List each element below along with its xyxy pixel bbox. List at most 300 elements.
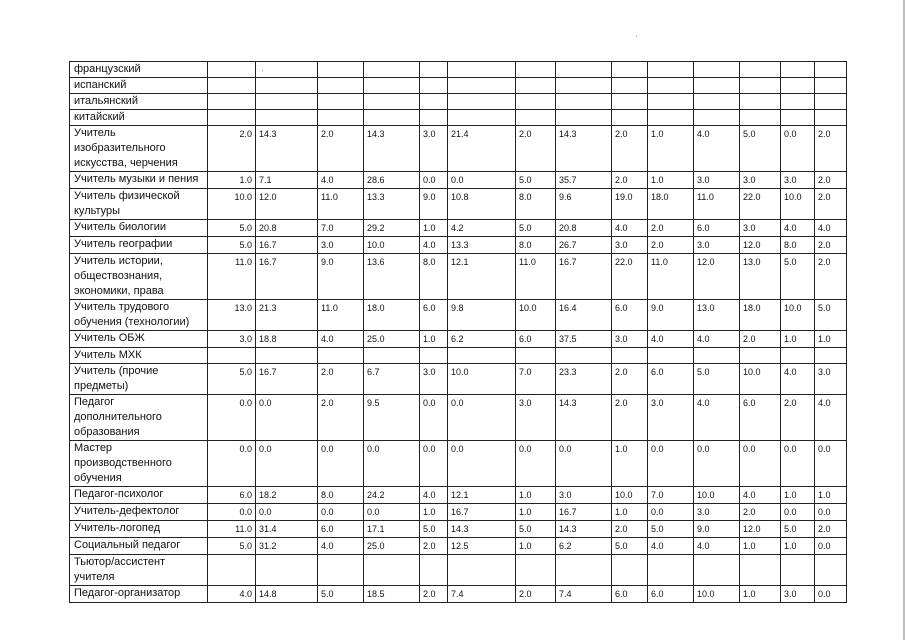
table-cell: 10.0 xyxy=(208,189,256,220)
table-cell xyxy=(781,110,815,126)
table-cell: 7.4 xyxy=(556,586,612,603)
table-cell: 4.0 xyxy=(781,364,815,395)
table-cell: 31.2 xyxy=(256,538,318,555)
table-cell: 9.5 xyxy=(364,395,420,441)
table-cell xyxy=(648,62,694,78)
table-cell: 1.0 xyxy=(612,504,648,521)
table-cell: 4.0 xyxy=(694,126,740,172)
table-cell: 8.0 xyxy=(420,254,448,300)
table-cell: 12.5 xyxy=(448,538,516,555)
table-cell xyxy=(694,94,740,110)
table-cell: 4.0 xyxy=(648,538,694,555)
table-cell: 3.0 xyxy=(420,364,448,395)
table-cell xyxy=(516,110,556,126)
table-cell: 1.0 xyxy=(781,487,815,504)
table-cell: 9.0 xyxy=(694,521,740,538)
table-row xyxy=(70,538,847,555)
table-cell: 12.0 xyxy=(694,254,740,300)
table-cell: 11.0 xyxy=(318,189,364,220)
table-cell: 2.0 xyxy=(612,172,648,189)
table-cell: 6.7 xyxy=(364,364,420,395)
table-cell: 10.0 xyxy=(694,487,740,504)
table-cell xyxy=(781,78,815,94)
table-cell: 18.5 xyxy=(364,586,420,603)
table-cell: 4.0 xyxy=(420,487,448,504)
table-cell: 0.0 xyxy=(815,441,847,487)
table-row xyxy=(70,254,847,300)
table-cell: 12.1 xyxy=(448,254,516,300)
table-cell: 31.4 xyxy=(256,521,318,538)
table-cell: 5.0 xyxy=(208,237,256,254)
table-row xyxy=(70,364,847,395)
table-cell xyxy=(815,78,847,94)
table-cell: 6.0 xyxy=(208,487,256,504)
table-cell: 10.8 xyxy=(448,189,516,220)
table-cell: 3.0 xyxy=(420,126,448,172)
table-cell: 2.0 xyxy=(612,395,648,441)
table-cell: 6.0 xyxy=(612,300,648,331)
table-row xyxy=(70,220,847,237)
table-cell: 5.0 xyxy=(208,364,256,395)
row-label: Педагог дополнительного образования xyxy=(70,395,208,441)
table-cell: 5.0 xyxy=(781,254,815,300)
table-cell: 2.0 xyxy=(815,254,847,300)
table-cell: 14.3 xyxy=(556,126,612,172)
table-cell xyxy=(781,94,815,110)
table-cell: 2.0 xyxy=(612,126,648,172)
table-cell: 3.0 xyxy=(781,172,815,189)
table-cell: 3.0 xyxy=(694,237,740,254)
table-cell: 5.0 xyxy=(516,172,556,189)
table-cell: 7.0 xyxy=(516,364,556,395)
table-cell: 2.0 xyxy=(420,586,448,603)
table-cell: 18.0 xyxy=(364,300,420,331)
table-cell: 8.0 xyxy=(318,487,364,504)
table-cell xyxy=(740,62,781,78)
table-cell xyxy=(448,94,516,110)
table-cell xyxy=(364,110,420,126)
table-cell xyxy=(612,110,648,126)
table-cell: 8.0 xyxy=(516,237,556,254)
table-cell xyxy=(420,94,448,110)
table-cell xyxy=(648,94,694,110)
table-cell: 3.0 xyxy=(208,331,256,348)
table-cell: 2.0 xyxy=(740,504,781,521)
table-cell: 11.0 xyxy=(648,254,694,300)
table-cell: 1.0 xyxy=(648,172,694,189)
table-cell xyxy=(208,94,256,110)
table-cell: 11.0 xyxy=(208,521,256,538)
table-cell xyxy=(420,62,448,78)
row-label: Учитель-дефектолог xyxy=(70,504,208,521)
table-cell: 16.7 xyxy=(256,364,318,395)
table-row xyxy=(70,331,847,348)
table-cell: 25.0 xyxy=(364,331,420,348)
table-cell xyxy=(694,78,740,94)
table-cell: 13.6 xyxy=(364,254,420,300)
table-cell: 14.3 xyxy=(556,521,612,538)
table-cell: 9.8 xyxy=(448,300,516,331)
table-cell: 14.3 xyxy=(556,395,612,441)
table-cell xyxy=(694,110,740,126)
table-cell: 9.0 xyxy=(318,254,364,300)
table-cell: 6.0 xyxy=(740,395,781,441)
table-cell: 28.6 xyxy=(364,172,420,189)
table-cell: 8.0 xyxy=(516,189,556,220)
table-cell xyxy=(612,94,648,110)
table-cell: 0.0 xyxy=(740,441,781,487)
table-cell: 5.0 xyxy=(740,126,781,172)
table-cell: 0.0 xyxy=(781,126,815,172)
table-cell: 2.0 xyxy=(740,331,781,348)
table-cell xyxy=(648,110,694,126)
table-row xyxy=(70,78,847,94)
table-cell: 7.1 xyxy=(256,172,318,189)
table-cell xyxy=(448,78,516,94)
table-cell xyxy=(448,62,516,78)
row-label: китайский xyxy=(70,110,208,126)
table-cell: 10.0 xyxy=(694,586,740,603)
table-cell: 9.0 xyxy=(420,189,448,220)
table-cell xyxy=(516,555,556,586)
table-cell xyxy=(208,110,256,126)
table-cell: 4.0 xyxy=(815,395,847,441)
row-label: Учитель (прочие предметы) xyxy=(70,364,208,395)
table-cell: 10.0 xyxy=(781,300,815,331)
table-cell xyxy=(556,555,612,586)
table-row xyxy=(70,300,847,331)
data-table xyxy=(69,61,847,603)
table-cell xyxy=(256,78,318,94)
table-cell: 13.0 xyxy=(740,254,781,300)
table-cell: 3.0 xyxy=(815,364,847,395)
table-cell: 7.0 xyxy=(648,487,694,504)
table-cell xyxy=(420,78,448,94)
table-cell xyxy=(781,555,815,586)
table-cell: 11.0 xyxy=(694,189,740,220)
table-cell: 2.0 xyxy=(648,237,694,254)
table-cell xyxy=(815,94,847,110)
table-cell: 3.0 xyxy=(612,237,648,254)
table-cell: 4.0 xyxy=(740,487,781,504)
table-cell: 0.0 xyxy=(781,441,815,487)
table-cell: 1.0 xyxy=(740,538,781,555)
table-cell: 13.3 xyxy=(364,189,420,220)
table-row xyxy=(70,586,847,603)
table-cell: 18.2 xyxy=(256,487,318,504)
table-cell xyxy=(612,78,648,94)
table-row xyxy=(70,94,847,110)
table-cell: 25.0 xyxy=(364,538,420,555)
table-cell: 12.1 xyxy=(448,487,516,504)
table-cell: 4.0 xyxy=(612,220,648,237)
table-cell: 4.0 xyxy=(815,220,847,237)
table-cell: 0.0 xyxy=(420,395,448,441)
table-cell xyxy=(256,94,318,110)
table-cell xyxy=(420,555,448,586)
row-label: Учитель истории, обществознания, экономики, права xyxy=(70,254,208,300)
table-cell: 5.0 xyxy=(318,586,364,603)
row-label: Учитель МХК xyxy=(70,348,208,364)
table-cell xyxy=(694,348,740,364)
table-row xyxy=(70,237,847,254)
table-cell: 0.0 xyxy=(256,441,318,487)
table-cell: 6.0 xyxy=(516,331,556,348)
table-cell: 16.7 xyxy=(256,237,318,254)
table-cell: 3.0 xyxy=(740,172,781,189)
table-row xyxy=(70,62,847,78)
table-cell: 5.0 xyxy=(516,220,556,237)
table-cell: 6.0 xyxy=(612,586,648,603)
table-cell: 2.0 xyxy=(318,395,364,441)
table-cell xyxy=(740,78,781,94)
table-cell: 0.0 xyxy=(256,395,318,441)
table-cell: 1.0 xyxy=(420,504,448,521)
table-cell: 35.7 xyxy=(556,172,612,189)
table-cell xyxy=(556,62,612,78)
table-cell xyxy=(648,78,694,94)
row-label: Учитель изобразительного искусства, черчения xyxy=(70,126,208,172)
table-cell: 0.0 xyxy=(516,441,556,487)
table-cell: 2.0 xyxy=(815,521,847,538)
table-cell: 5.0 xyxy=(694,364,740,395)
table-cell: 5.0 xyxy=(208,538,256,555)
table-cell: 16.7 xyxy=(256,254,318,300)
table-cell: 4.0 xyxy=(781,220,815,237)
table-cell: 1.0 xyxy=(516,504,556,521)
table-cell xyxy=(556,110,612,126)
table-cell: 0.0 xyxy=(364,441,420,487)
table-cell: 2.0 xyxy=(612,521,648,538)
table-cell: 0.0 xyxy=(420,172,448,189)
table-cell xyxy=(448,348,516,364)
table-cell: 18.8 xyxy=(256,331,318,348)
table-cell xyxy=(208,62,256,78)
table-cell: 4.0 xyxy=(208,586,256,603)
table-cell: 20.8 xyxy=(256,220,318,237)
table-cell: 0.0 xyxy=(694,441,740,487)
table-cell: 1.0 xyxy=(815,331,847,348)
table-cell: 13.0 xyxy=(208,300,256,331)
table-cell: 5.0 xyxy=(208,220,256,237)
table-cell xyxy=(694,62,740,78)
table-cell: 12.0 xyxy=(740,237,781,254)
table-cell xyxy=(556,348,612,364)
table-cell: 3.0 xyxy=(740,220,781,237)
table-cell: 13.0 xyxy=(694,300,740,331)
table-cell: 2.0 xyxy=(815,237,847,254)
table-cell: 14.3 xyxy=(364,126,420,172)
table-cell xyxy=(740,94,781,110)
table-cell: 6.0 xyxy=(694,220,740,237)
table-cell: 16.4 xyxy=(556,300,612,331)
table-cell: 5.0 xyxy=(815,300,847,331)
table-cell: 0.0 xyxy=(448,441,516,487)
table-cell: 0.0 xyxy=(318,441,364,487)
table-cell xyxy=(208,348,256,364)
table-cell xyxy=(318,348,364,364)
table-cell: 4.2 xyxy=(448,220,516,237)
table-cell xyxy=(448,110,516,126)
table-cell: 9.0 xyxy=(648,300,694,331)
table-cell: 12.0 xyxy=(740,521,781,538)
table-cell: 0.0 xyxy=(448,395,516,441)
table-cell xyxy=(318,110,364,126)
table-cell: 4.0 xyxy=(420,237,448,254)
table-cell: 0.0 xyxy=(781,504,815,521)
table-cell: 0.0 xyxy=(318,504,364,521)
table-cell xyxy=(612,555,648,586)
table-cell: 11.0 xyxy=(318,300,364,331)
table-cell: 14.3 xyxy=(448,521,516,538)
row-label: Учитель трудового обучения (технологии) xyxy=(70,300,208,331)
table-cell: 10.0 xyxy=(448,364,516,395)
table-cell: 4.0 xyxy=(318,538,364,555)
table-cell xyxy=(815,110,847,126)
table-cell xyxy=(648,348,694,364)
table-cell xyxy=(815,348,847,364)
table-cell xyxy=(694,555,740,586)
table-cell: 6.2 xyxy=(448,331,516,348)
table-cell xyxy=(781,348,815,364)
table-cell: 4.0 xyxy=(648,331,694,348)
row-label: Учитель ОБЖ xyxy=(70,331,208,348)
table-cell: 6.0 xyxy=(318,521,364,538)
table-cell xyxy=(364,555,420,586)
table-row xyxy=(70,521,847,538)
table-cell: 10.0 xyxy=(364,237,420,254)
scan-dust xyxy=(636,36,637,37)
table-cell xyxy=(516,78,556,94)
table-cell: 13.3 xyxy=(448,237,516,254)
table-cell: 2.0 xyxy=(516,126,556,172)
table-cell xyxy=(740,555,781,586)
table-cell: 10.0 xyxy=(516,300,556,331)
table-cell: 5.0 xyxy=(516,521,556,538)
table-cell: 0.0 xyxy=(815,504,847,521)
row-label: Учитель географии xyxy=(70,237,208,254)
table-cell xyxy=(556,94,612,110)
table-cell xyxy=(516,62,556,78)
table-cell: 1.0 xyxy=(516,487,556,504)
table-cell: 7.4 xyxy=(448,586,516,603)
table-row xyxy=(70,487,847,504)
row-label: Тьютор/ассистент учителя xyxy=(70,555,208,586)
table-cell: 5.0 xyxy=(420,521,448,538)
table-cell: 6.0 xyxy=(648,586,694,603)
row-label: итальянский xyxy=(70,94,208,110)
table-cell: 17.1 xyxy=(364,521,420,538)
table-cell xyxy=(318,62,364,78)
table-cell: 20.8 xyxy=(556,220,612,237)
table-cell: 1.0 xyxy=(420,220,448,237)
table-cell: 7.0 xyxy=(318,220,364,237)
table-cell: 2.0 xyxy=(318,364,364,395)
table-cell: 16.7 xyxy=(556,254,612,300)
table-cell: 3.0 xyxy=(516,395,556,441)
table-cell xyxy=(516,94,556,110)
table-cell: 5.0 xyxy=(612,538,648,555)
table-cell: 2.0 xyxy=(420,538,448,555)
table-cell: 0.0 xyxy=(208,441,256,487)
table-cell: 1.0 xyxy=(815,487,847,504)
row-label: Учитель-логопед xyxy=(70,521,208,538)
row-label: французский xyxy=(70,62,208,78)
table-cell xyxy=(364,94,420,110)
table-cell xyxy=(815,62,847,78)
table-cell: 11.0 xyxy=(516,254,556,300)
table-cell xyxy=(740,110,781,126)
table-cell: 0.0 xyxy=(556,441,612,487)
table-cell xyxy=(781,62,815,78)
table-cell xyxy=(648,555,694,586)
table-cell: 10.0 xyxy=(781,189,815,220)
table-cell: 26.7 xyxy=(556,237,612,254)
table-cell xyxy=(612,348,648,364)
table-cell: 8.0 xyxy=(781,237,815,254)
table-cell: 6.0 xyxy=(648,364,694,395)
table-cell: 4.0 xyxy=(694,331,740,348)
row-label: Учитель биологии xyxy=(70,220,208,237)
table-cell: 3.0 xyxy=(318,237,364,254)
table-cell: 2.0 xyxy=(516,586,556,603)
table-row xyxy=(70,348,847,364)
table-cell xyxy=(364,78,420,94)
table-cell: 2.0 xyxy=(781,395,815,441)
table-row xyxy=(70,504,847,521)
table-cell: 14.8 xyxy=(256,586,318,603)
table-cell: 29.2 xyxy=(364,220,420,237)
row-label: испанский xyxy=(70,78,208,94)
table-row xyxy=(70,126,847,172)
table-cell: 3.0 xyxy=(694,172,740,189)
table-row xyxy=(70,555,847,586)
table-cell: 1.0 xyxy=(740,586,781,603)
table-cell: 0.0 xyxy=(420,441,448,487)
table-cell: 10.0 xyxy=(740,364,781,395)
table-cell xyxy=(364,348,420,364)
table-cell: 2.0 xyxy=(612,364,648,395)
table-cell: 10.0 xyxy=(612,487,648,504)
table-cell: 5.0 xyxy=(781,521,815,538)
table-cell xyxy=(420,110,448,126)
table-cell: 1.0 xyxy=(516,538,556,555)
table-cell xyxy=(256,348,318,364)
table-cell xyxy=(516,348,556,364)
row-label: Педагог-организатор xyxy=(70,586,208,603)
table-cell: 1.0 xyxy=(208,172,256,189)
table-row xyxy=(70,395,847,441)
table-cell: 4.0 xyxy=(318,172,364,189)
table-cell: 1.0 xyxy=(612,441,648,487)
table-cell: 3.0 xyxy=(694,504,740,521)
table-cell: 19.0 xyxy=(612,189,648,220)
table-cell: 2.0 xyxy=(815,172,847,189)
table-cell xyxy=(208,78,256,94)
table-cell: 3.0 xyxy=(556,487,612,504)
table-cell: 11.0 xyxy=(208,254,256,300)
table-cell: 2.0 xyxy=(318,126,364,172)
table-cell: 21.3 xyxy=(256,300,318,331)
table-cell: 16.7 xyxy=(556,504,612,521)
table-cell: 5.0 xyxy=(648,521,694,538)
table-cell xyxy=(612,62,648,78)
table-cell: 6.2 xyxy=(556,538,612,555)
table-body xyxy=(70,62,847,603)
table-cell: 1.0 xyxy=(648,126,694,172)
table-row xyxy=(70,441,847,487)
table-cell: 6.0 xyxy=(420,300,448,331)
